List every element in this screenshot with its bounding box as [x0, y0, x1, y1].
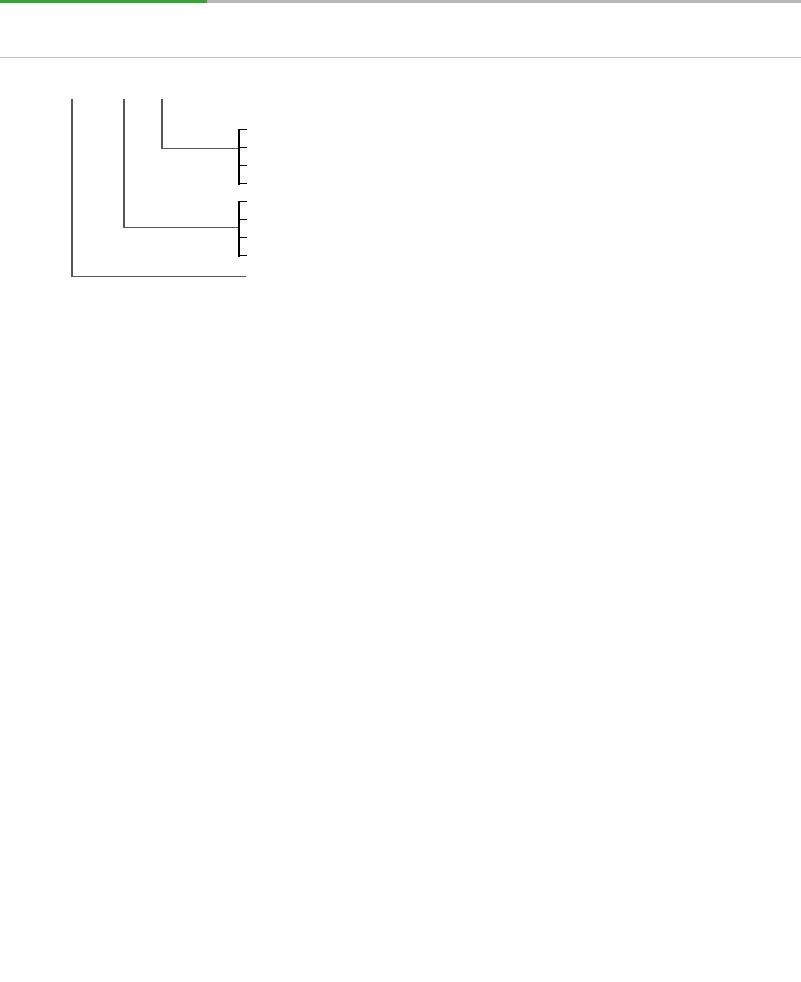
- bracket-type-vertical: [238, 129, 240, 185]
- parameters-table: [0, 292, 801, 928]
- bracket-tick: [238, 183, 247, 185]
- connector-line-base-horizontal: [71, 276, 246, 278]
- connector-line-suffix-vertical: [161, 99, 163, 149]
- title-row-divider: [0, 57, 801, 58]
- top-bar-green-segment: [0, 0, 207, 3]
- bracket-size-vertical: [238, 201, 240, 257]
- bracket-tick: [238, 129, 247, 131]
- top-bar-gray-segment: [207, 0, 801, 3]
- connector-line-base-vertical: [71, 99, 73, 277]
- bracket-tick: [238, 165, 247, 167]
- connector-line-mid-vertical: [123, 99, 125, 228]
- top-edge-bar: [0, 0, 801, 3]
- bracket-tick: [238, 237, 247, 239]
- bracket-tick: [238, 201, 247, 203]
- bracket-tick: [238, 147, 247, 149]
- connector-line-mid-horizontal: [123, 227, 239, 229]
- bracket-tick: [238, 219, 247, 221]
- bracket-tick: [238, 255, 247, 257]
- connector-line-suffix-horizontal: [161, 148, 239, 150]
